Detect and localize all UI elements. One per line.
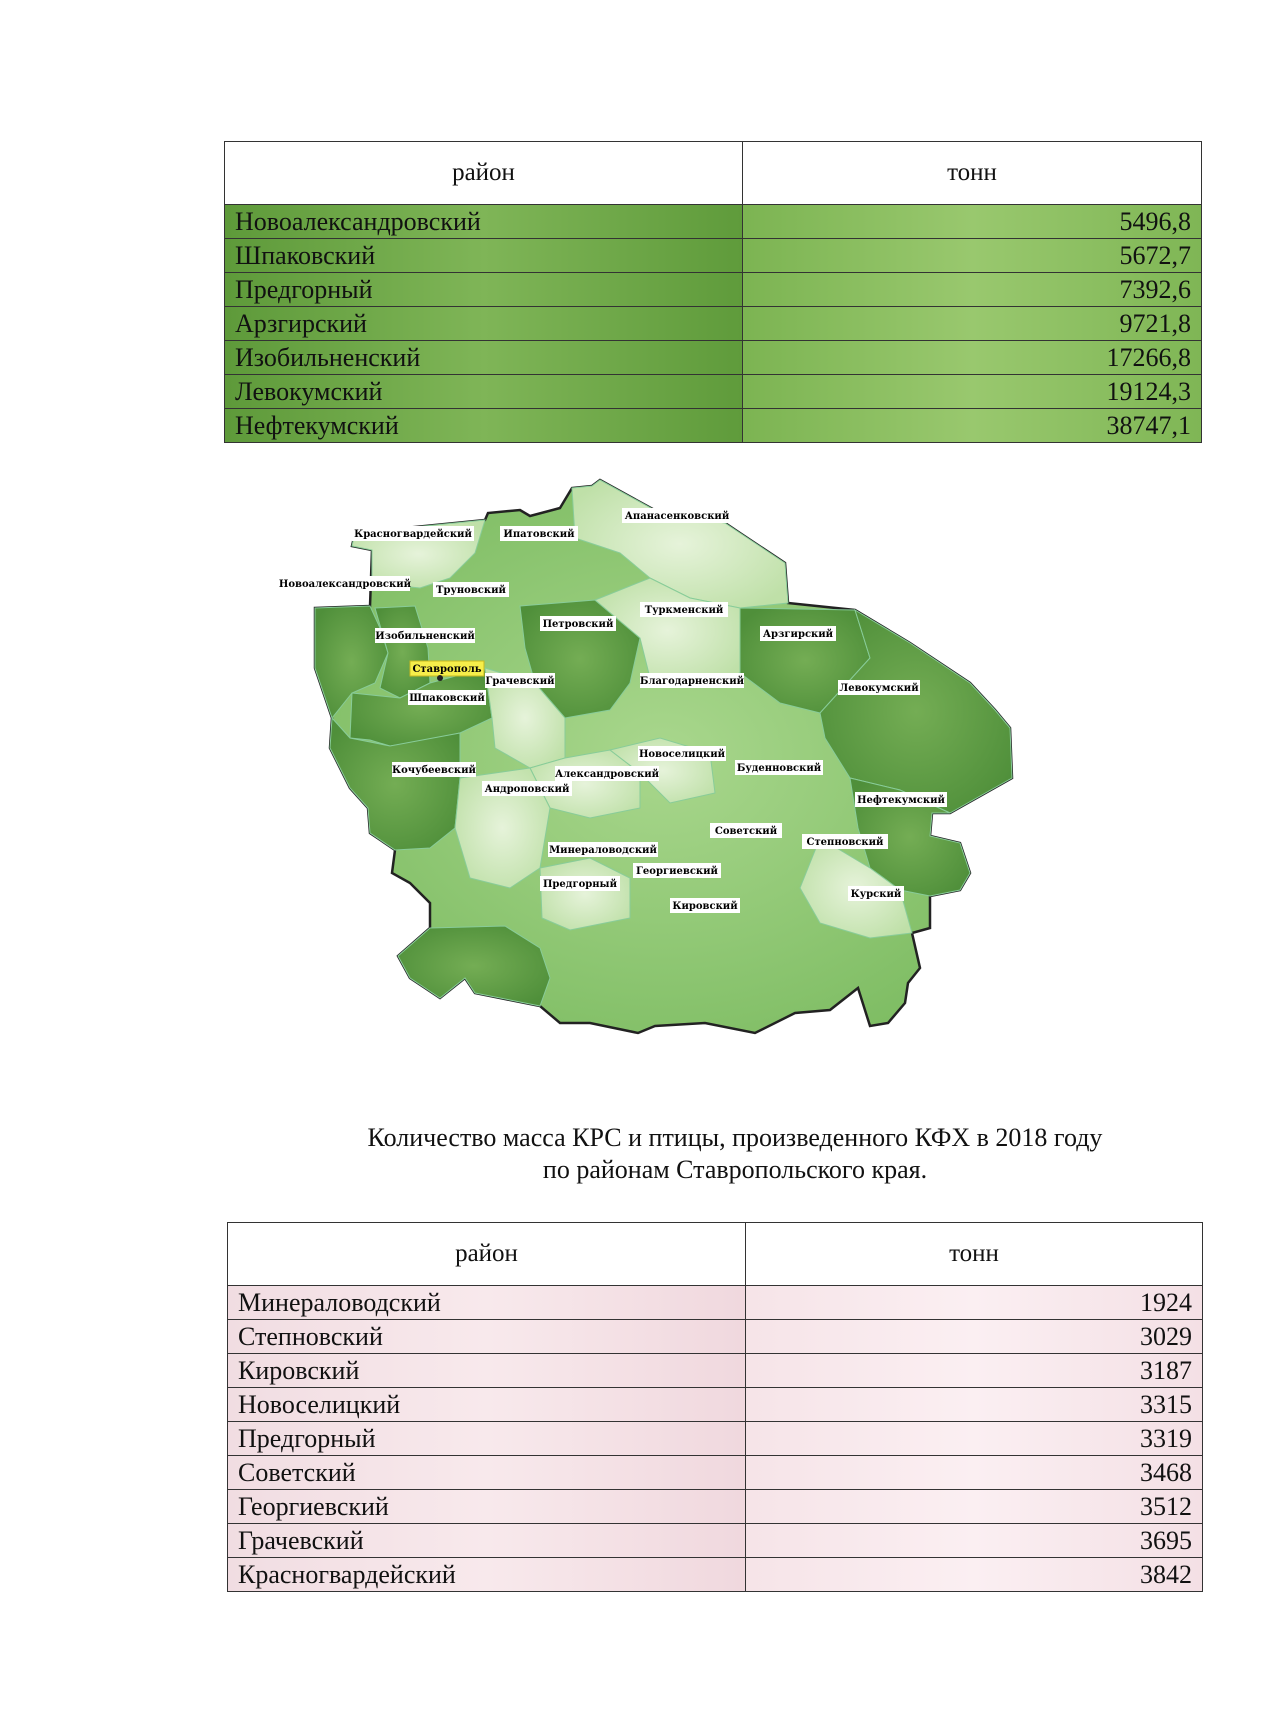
district-cell: Предгорный [228,1422,746,1456]
label-turkmensky: Туркменский [644,605,724,616]
table-top-producers [224,141,1202,443]
value-cell: 9721,8 [743,307,1202,341]
label-neftekumsky: Нефтекумский [857,795,945,806]
label-sovetsky: Советский [714,826,778,837]
label-stepnovsky: Степновский [806,837,884,848]
header-district: район [225,142,743,205]
value-cell: 3187 [746,1354,1203,1388]
district-cell: Степновский [228,1320,746,1354]
label-shpakovsky: Шпаковский [409,693,485,704]
label-levokumsky: Левокумский [839,683,919,694]
district-cell: Нефтекумский [225,409,743,443]
table-row [228,1354,1203,1388]
district-cell: Изобильненский [225,341,743,375]
label-blagodarnensky: Благодарненский [639,676,745,687]
district-cell: Георгиевский [228,1490,746,1524]
caption-line-2: по районам Ставропольского края. [542,1155,928,1184]
table-row [228,1490,1203,1524]
table-meat-production [227,1222,1203,1592]
label-krasnogvardeysky: Красногвардейский [354,529,472,540]
district-cell: Предгорный [225,273,743,307]
table-row [228,1320,1203,1354]
label-aleksandrovsky: Александровский [554,769,660,780]
header-district: район [228,1223,746,1286]
table-row [228,1388,1203,1422]
table-row [228,1456,1203,1490]
table-row [225,375,1202,409]
label-novoaleksandrovsky: Новоалександровский [278,579,412,590]
value-cell: 3512 [746,1490,1203,1524]
label-izobilnensky: Изобильненский [375,631,475,642]
table-row [225,205,1202,239]
label-andropovsky: Андроповский [484,784,570,795]
stavropol-city-marker [437,675,443,681]
value-cell: 3029 [746,1320,1203,1354]
value-cell: 1924 [746,1286,1203,1320]
label-apanasenkovsky: Апанасенковский [624,511,730,522]
label-grachevsky: Грачевский [485,676,555,687]
header-tons: тонн [743,142,1202,205]
label-mineralovodsky: Минераловодский [549,845,657,856]
value-cell: 7392,6 [743,273,1202,307]
value-cell: 3695 [746,1524,1203,1558]
table-row [228,1422,1203,1456]
table-row [225,239,1202,273]
label-novoselitsky: Новоселицкий [638,749,726,760]
value-cell: 3319 [746,1422,1203,1456]
label-predgorny: Предгорный [542,879,618,890]
table-row [225,341,1202,375]
district-cell: Советский [228,1456,746,1490]
district-cell: Арзгирский [225,307,743,341]
label-georgievsky: Георгиевский [636,866,718,877]
table-row [225,273,1202,307]
district-cell: Шпаковский [225,239,743,273]
value-cell: 19124,3 [743,375,1202,409]
district-cell: Кировский [228,1354,746,1388]
label-ipatovsky: Ипатовский [503,529,575,540]
value-cell: 17266,8 [743,341,1202,375]
label-budennovsky: Буденновский [736,763,822,774]
district-cell: Минераловодский [228,1286,746,1320]
stavropol-district-map [278,478,1110,1078]
table-row [225,307,1202,341]
table-caption [300,1122,1170,1186]
table-row [225,409,1202,443]
district-cell: Грачевский [228,1524,746,1558]
label-kochubeevsky: Кочубеевский [392,765,476,776]
value-cell: 3468 [746,1456,1203,1490]
label-petrovsky: Петровский [542,619,614,630]
value-cell: 3315 [746,1388,1203,1422]
label-arzgirsky: Арзгирский [762,629,834,640]
district-cell: Левокумский [225,375,743,409]
value-cell: 5672,7 [743,239,1202,273]
table-row [228,1286,1203,1320]
label-stavropol: Ставрополь [412,664,482,675]
header-tons: тонн [746,1223,1203,1286]
value-cell: 38747,1 [743,409,1202,443]
district-cell: Новоалександровский [225,205,743,239]
label-trunovsky: Труновский [436,585,506,596]
caption-line-1: Количество масса КРС и птицы, произведенного КФХ в 2018 году [367,1123,1103,1152]
label-kirovsky: Кировский [672,901,738,912]
district-cell: Красногвардейский [228,1558,746,1592]
table-header [225,142,1202,205]
value-cell: 5496,8 [743,205,1202,239]
district-cell: Новоселицкий [228,1388,746,1422]
label-kursky: Курский [850,889,902,900]
value-cell: 3842 [746,1558,1203,1592]
table-header [228,1223,1203,1286]
table-row [228,1524,1203,1558]
table-row [228,1558,1203,1592]
